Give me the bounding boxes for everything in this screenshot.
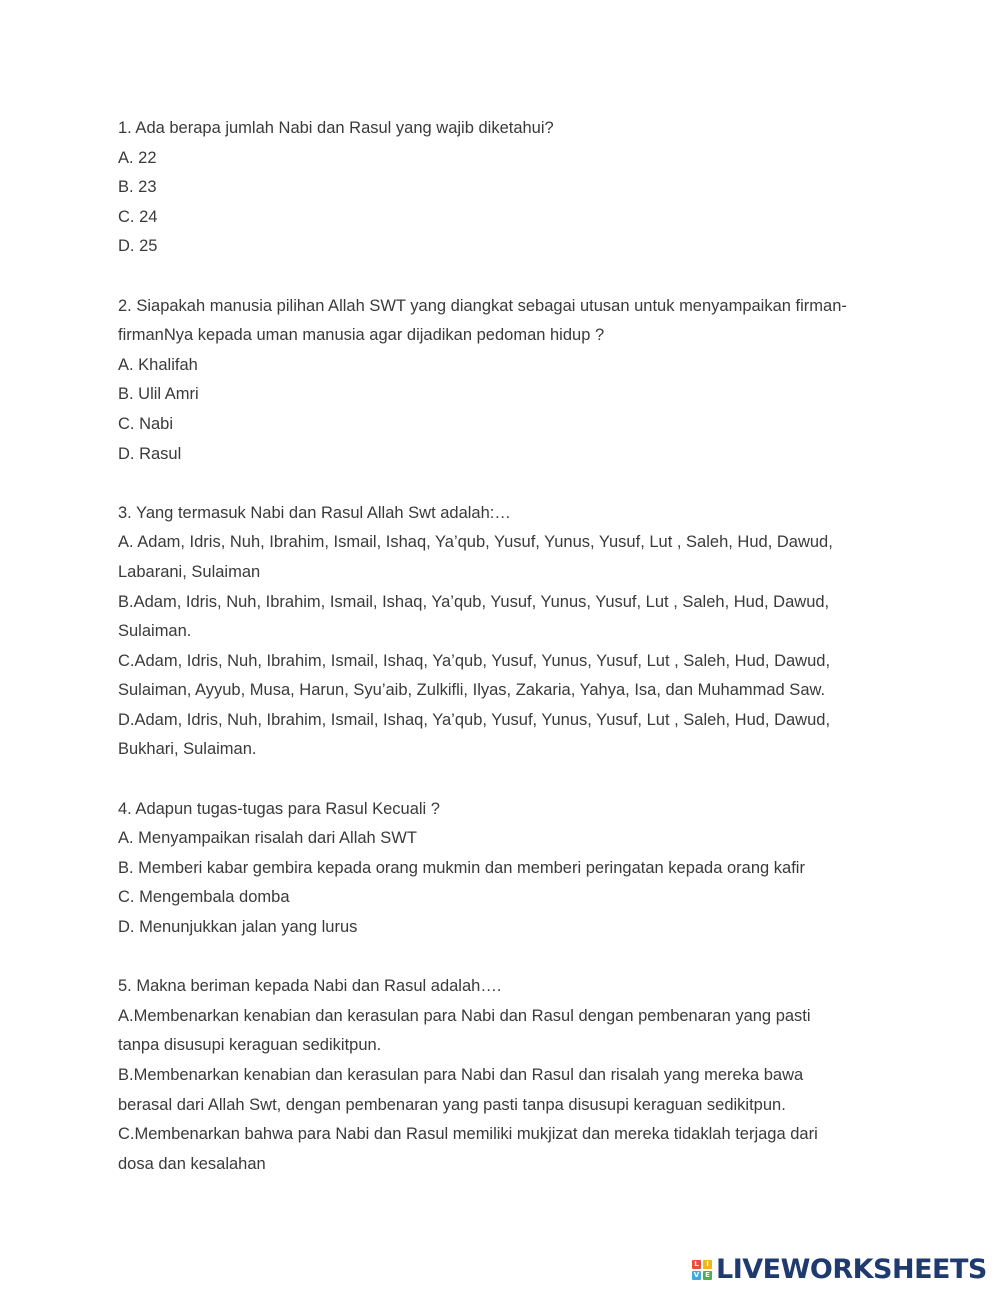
question-text: 2. Siapakah manusia pilihan Allah SWT yang diangkat sebagai utusan untuk menyampaikan firman- — [118, 296, 847, 315]
worksheet-content — [118, 114, 888, 1179]
option-a: A. Khalifah — [118, 355, 198, 374]
option-a: A. Menyampaikan risalah dari Allah SWT — [118, 829, 417, 848]
option-d: D. 25 — [118, 237, 158, 256]
option-b: B. Memberi kabar gembira kepada orang mukmin dan memberi peringatan kepada orang kafir — [118, 858, 805, 877]
option-c: C.Adam, Idris, Nuh, Ibrahim, Ismail, Ishaq, Ya’qub, Yusuf, Yunus, Yusuf, Lut , Saleh, Hud, Dawud, — [118, 651, 831, 670]
option-b: B.Membenarkan kenabian dan kerasulan para Nabi dan Rasul dan risalah yang mereka bawa — [118, 1066, 804, 1084]
question-2 — [118, 292, 888, 470]
option-b-continued: Sulaiman. — [118, 622, 192, 641]
question-text-continued: firmanNya kepada uman manusia agar dijadikan pedoman hidup ? — [118, 326, 605, 345]
liveworksheets-logo — [692, 1255, 987, 1285]
liveworksheets-logo-icon — [692, 1260, 712, 1280]
logo-square-i: I — [703, 1260, 712, 1269]
logo-square-e: E — [703, 1271, 712, 1280]
option-a-continued: tanpa disusupi keraguan sedikitpun. — [118, 1036, 382, 1055]
logo-text: LIVEWORKSHEETS — [716, 1254, 987, 1285]
option-b: B. 23 — [118, 178, 157, 197]
option-a: A. 22 — [118, 148, 157, 167]
option-d-continued: Bukhari, Sulaiman. — [118, 740, 257, 759]
question-1 — [118, 114, 888, 262]
option-c: C. Nabi — [118, 414, 174, 433]
option-c: C.Membenarkan bahwa para Nabi dan Rasul memiliki mukjizat dan mereka tidaklah terjaga dari — [118, 1125, 818, 1144]
question-text: 3. Yang termasuk Nabi dan Rasul Allah Swt adalah:… — [118, 503, 511, 522]
option-b-continued: berasal dari Allah Swt, dengan pembenaran yang pasti tanpa disusupi keraguan sedikitpun. — [118, 1095, 786, 1114]
option-a-continued: Labarani, Sulaiman — [118, 562, 261, 581]
question-3 — [118, 499, 888, 765]
logo-square-l: L — [692, 1260, 701, 1269]
option-c: C. 24 — [118, 207, 158, 226]
question-4 — [118, 795, 888, 943]
option-d: D. Menunjukkan jalan yang lurus — [118, 918, 358, 937]
question-5 — [118, 972, 888, 1179]
question-text: 1. Ada berapa jumlah Nabi dan Rasul yang wajib diketahui? — [118, 119, 554, 137]
option-d: D.Adam, Idris, Nuh, Ibrahim, Ismail, Ishaq, Ya’qub, Yusuf, Yunus, Yusuf, Lut , Saleh, Hud, Dawud, — [118, 710, 831, 729]
option-c: C. Mengembala domba — [118, 888, 290, 907]
option-a: A. Adam, Idris, Nuh, Ibrahim, Ismail, Ishaq, Ya’qub, Yusuf, Yunus, Yusuf, Lut , Saleh, Hud, Dawud, — [118, 533, 833, 552]
option-d: D. Rasul — [118, 444, 182, 463]
option-c-continued: dosa dan kesalahan — [118, 1154, 266, 1173]
option-b: B.Adam, Idris, Nuh, Ibrahim, Ismail, Ishaq, Ya’qub, Yusuf, Yunus, Yusuf, Lut , Saleh, Hud, Dawud, — [118, 592, 830, 611]
option-c-continued: Sulaiman, Ayyub, Musa, Harun, Syu’aib, Zulkifli, Ilyas, Zakaria, Yahya, Isa, dan Muhammad Saw. — [118, 681, 826, 700]
question-text: 4. Adapun tugas-tugas para Rasul Kecuali ? — [118, 799, 440, 818]
logo-square-v: V — [693, 1271, 700, 1279]
option-a: A.Membenarkan kenabian dan kerasulan para Nabi dan Rasul dengan pembenaran yang pasti — [118, 1006, 811, 1025]
option-b: B. Ulil Amri — [118, 385, 199, 404]
question-text: 5. Makna beriman kepada Nabi dan Rasul adalah…. — [118, 977, 502, 996]
